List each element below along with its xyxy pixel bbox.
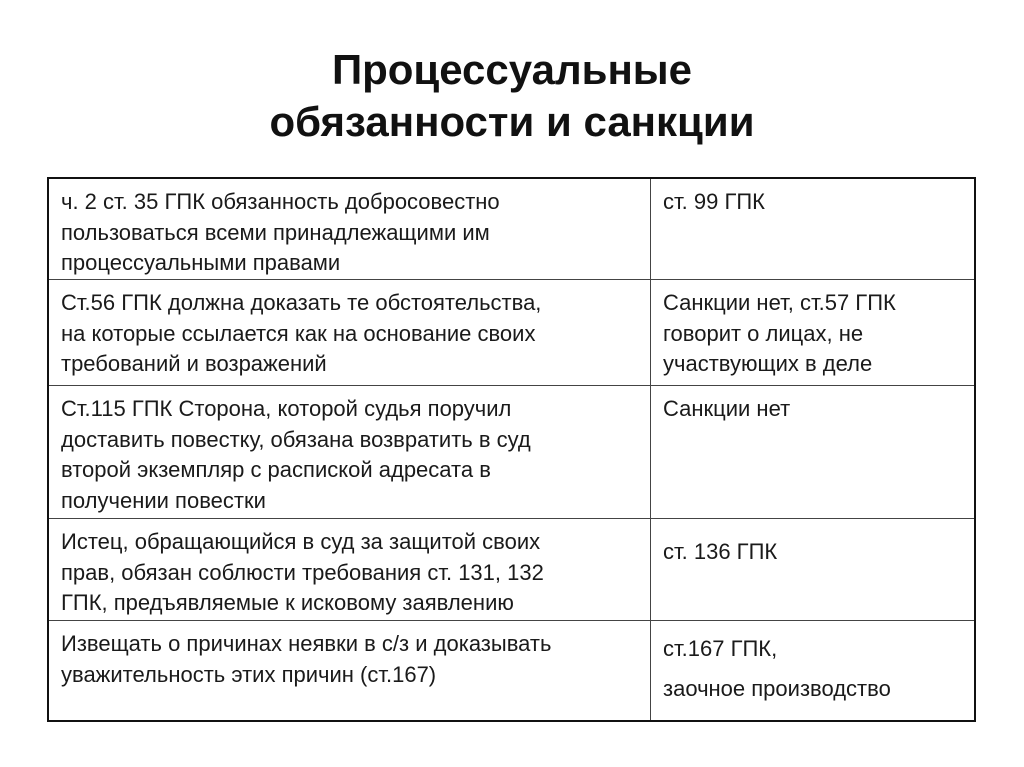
duty-cell: Ст.115 ГПК Сторона, которой судья поручил доставить повестку, обязана возвратить в суд второй экземпляр с распиской адресата в получении повестки [49,386,651,518]
duties-sanctions-table [47,177,976,722]
sanction-cell: Санкции нет [663,396,791,421]
duty-cell: Извещать о причинах неявки в с/з и доказывать уважительность этих причин (ст.167) [49,621,651,722]
table-row [49,179,974,280]
duty-cell: Истец, обращающийся в суд за защитой своих прав, обязан соблюсти требования ст. 131, 132 ГПК, предъявляемые к исковому заявлению [49,519,651,620]
duty-cell: Ст.56 ГПК должна доказать те обстоятельства, на которые ссылается как на основание своих требований и возражений [49,280,651,385]
table-row [49,386,974,519]
sanction-cell: ст. 136 ГПК [663,539,778,564]
title-line-2: обязанности и санкции [269,98,755,145]
sanction-cell: Санкции нет, ст.57 ГПК говорит о лицах, не участвующих в деле [663,290,896,376]
sanction-cell: ст. 99 ГПК [663,189,765,214]
sanction-cell: ст.167 ГПК, заочное производство [663,636,891,701]
table-row [49,280,974,386]
title-line-1: Процессуальные [331,46,693,93]
page-title [0,44,1024,148]
table-row [49,621,974,722]
duty-cell: ч. 2 ст. 35 ГПК обязанность добросовестно пользоваться всеми принадлежащими им процессуальными правами [49,179,651,279]
table-row [49,519,974,621]
